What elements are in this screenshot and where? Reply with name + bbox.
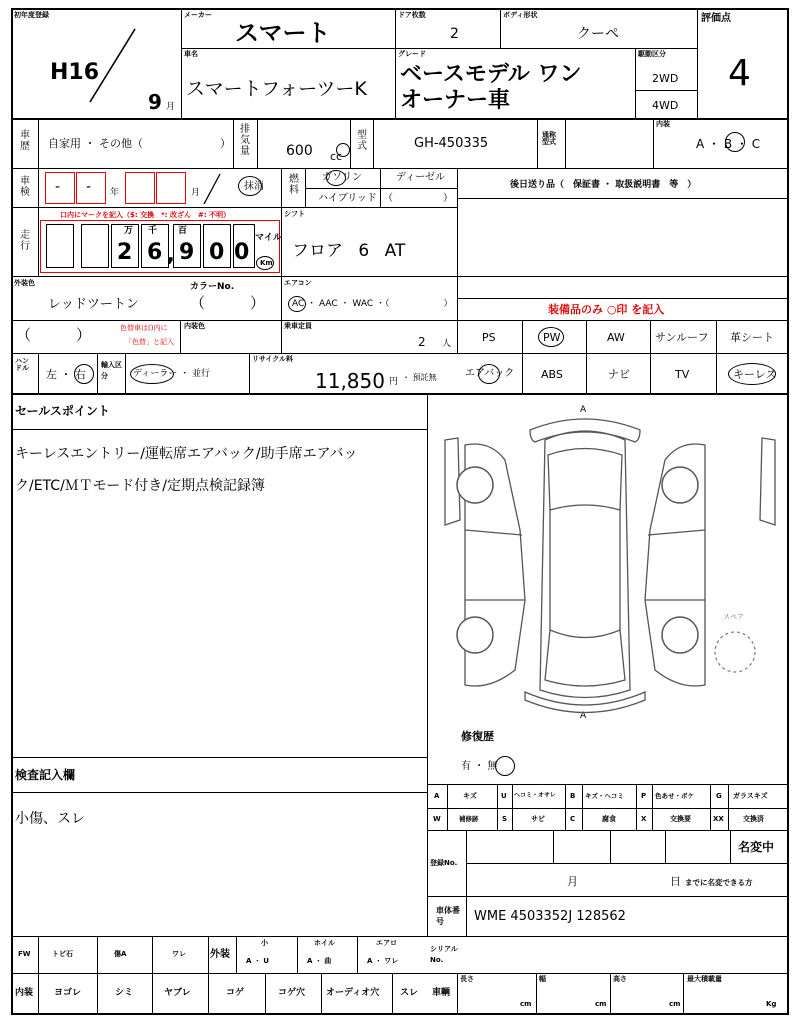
cc-circle-mark [336,143,350,157]
bottom-shimi: シミ [115,988,134,998]
odo-comma: , [167,242,175,266]
legend-label-g: ガラスキズ [733,792,768,800]
bottom-int-label: 内装 [15,988,34,998]
body-type: クーペ [577,26,619,42]
km-circle [256,256,274,270]
odo-digit-3: 9 [179,240,195,265]
insp-year-unit: 年 [110,188,120,198]
dims-length: 長さ [460,975,474,983]
name-change: 名変中 [738,840,775,854]
equip-leather: 革シート [730,331,774,344]
legend-label-p: 色あせ・ボケ [655,792,694,800]
unit-hyaku: 百 [178,226,188,236]
drive-2wd: 2WD [652,72,679,85]
reg-no-label: 登録No. [430,859,458,867]
legend-code-g: G [716,792,722,800]
diagram-spare: スペア [723,613,744,621]
usage-close: ） [220,137,231,150]
equip-keyless-circle [728,363,776,385]
history-label: 車歴 [20,130,30,152]
legend-code-x: X [641,815,647,823]
dims-width: 幅 [539,975,546,983]
slash-mark [85,26,145,106]
grade-score-label: 評価点 [701,13,731,24]
reg-day: 日 [670,875,681,888]
displacement-label: 排気量 [240,124,250,157]
unit-km: Km [260,259,273,267]
fuel-label: 燃料 [289,174,299,196]
ac-options: AC ・ AAC ・ WAC ・（ ） [292,299,453,309]
color-no-paren: （ ） [190,294,266,312]
fuel-hybrid: ハイブリッド [318,193,377,204]
interior-grades: A ・ B ・ C [696,137,761,151]
first-reg-month-unit: 月 [166,102,176,112]
equip-keyless: キーレス [733,368,777,381]
handle-circle [74,364,94,384]
int-color-label: 内装色 [184,322,205,330]
first-reg-year: H16 [50,60,100,85]
legend-code-b: B [570,792,576,800]
odo-digit-2: 6 [147,240,163,265]
equip-tv: TV [675,368,690,381]
first-reg-month: 9 [148,90,162,114]
inspection-label: 車検 [20,176,30,198]
legend-label-s: サビ [531,815,545,823]
bottom-audio-ana: オーディオ穴 [326,988,380,998]
capacity-unit: 人 [442,339,452,349]
maker-label: メーカー [184,11,212,19]
insp-dash-2: - [86,179,92,195]
odo-digit-box-0 [46,224,74,268]
unit-mile: マイル [255,233,282,243]
equip-aw: AW [607,331,625,344]
legend-label-b: キズ・ヘコミ [585,792,624,800]
equip-pw: PW [543,331,561,344]
grade-line2: オーナー車 [400,88,511,113]
repair-label: 修復歴 [461,730,494,743]
odo-digit-5: 0 [234,240,250,265]
legend-label-w: 補修跡 [459,815,479,823]
grade-score: 4 [728,53,751,94]
interior-b-circle [725,132,745,152]
legend-label-x: 交換要 [670,815,691,823]
drive-4wd: 4WD [652,99,679,112]
color-change-note1: 色替車は()内に [120,324,168,332]
mark-note: 口内にマークを記入（$: 交換 *: 改ざん #: 不明） [60,211,231,219]
body-label: ボディ形状 [503,11,538,19]
reg-month: 月 [567,875,578,888]
insp-month-unit: 月 [191,188,201,198]
legend-code-s: S [502,815,508,823]
bottom-wheel: ホイル [314,939,335,947]
bottom-yabure: ヤブレ [164,988,191,998]
legend-code-c: C [570,815,576,823]
unit-man: 万 [124,226,134,236]
doors: 2 [450,26,459,42]
model-name-label: 車名 [184,50,198,58]
drive-label: 駆動区分 [638,50,666,58]
insp-expired: 抹消 [244,181,264,192]
bottom-fw: FW [18,950,31,958]
ac-circle [288,296,306,312]
cc-unit: cc [330,150,343,163]
vin: WME 4503352J 128562 [474,909,626,924]
insp-expired-circle [238,176,262,196]
mileage-label: 走行 [20,230,30,252]
bottom-small-opts: A ・ U [246,957,269,965]
dims-max-load: 最大積載量 [687,975,722,983]
sales-point-line2: ク/ETC/ＭＴモード付き/定期点検記録簿 [15,478,265,494]
diagram-rear-a: A [580,711,587,721]
bottom-aero: エアロ [376,939,397,947]
bottom-ware: ワレ [172,950,186,958]
equip-pw-circle [538,327,564,347]
legend-label-u: ヘコミ・オサレ [514,792,556,799]
ext-color: レッドツートン [48,297,139,312]
equip-ps: PS [482,331,496,344]
handle-label: ハンドル [15,357,29,372]
capacity-label: 乗車定員 [284,322,312,330]
legend-code-u: U [501,792,507,800]
sales-point-line1: キーレスエントリー/運転席エアバック/助手席エアバッ [15,446,358,462]
legend-code-xx: XX [713,815,724,823]
grade-line1: ベースモデル ワン [400,62,582,87]
fuel-gasoline-circle [326,170,346,186]
dims-kg: Kg [766,1000,777,1008]
bottom-aero-opts: A ・ ワレ [367,957,399,965]
legend-label-a: キズ [463,792,477,800]
color-change-note2: 「色替」と記入 [125,338,174,346]
odo-digit-1: 2 [117,240,133,265]
recycle-deposit: ・ 預託無 [402,373,437,382]
unit-sen: 千 [148,226,158,236]
fuel-hybrid-paren: （ ） [383,193,453,204]
fuel-gasoline: ガソリン [322,172,362,183]
displacement: 600 [286,143,313,159]
bottom-tobiishi: トビ石 [52,950,73,958]
legend-label-xx: 交換済 [743,815,764,823]
bottom-koge-ana: コゲ穴 [278,988,306,998]
repair-options: 有 ・ 無 [461,761,498,772]
recycle-yen: 円 [389,377,399,387]
import: ディーラー ・ 並行 [133,369,211,379]
insp-dash-1: - [55,179,61,195]
first-reg-label: 初年度登録 [14,11,49,19]
capacity: 2 [418,335,426,349]
grade-label: グレード [398,50,426,58]
ext-color-label: 外装色 [14,279,35,287]
odo-digit-box-1 [81,224,109,268]
maker: スマート [235,19,331,47]
equip-sunroof: サンルーフ [655,331,709,344]
insp-box-4 [156,172,186,204]
bottom-ext-label: 外装 [210,949,230,960]
usage-text: 自家用 ・ その他（ [48,137,143,150]
repair-none-circle [495,756,515,776]
odo-digit-4: 0 [209,240,225,265]
dims-length-cm: cm [520,1000,532,1008]
equipment-title: 装備品のみ ○印 を記入 [548,303,665,316]
common-type-label: 通称型式 [542,131,556,146]
bottom-yogore: ヨゴレ [54,988,82,998]
import-label: 輸入区分 [101,361,122,380]
car-diagram [430,400,790,730]
bottom-sure: スレ [400,988,419,998]
shift-label: シフト [284,210,305,218]
type-code: GH-450335 [414,136,489,151]
interior-label: 内装 [656,120,670,128]
inspection-notes-text: 小傷、スレ [15,811,85,827]
dims-height: 高さ [613,975,627,983]
bottom-wheel-opts: A ・ 曲 [307,957,332,965]
inspection-notes-label: 検査記入欄 [15,768,76,782]
handle: 左 ・ 右 [46,368,86,381]
recycle-label: リサイクル料 [252,355,294,363]
serial-label: シリアルNo. [430,945,458,964]
insp-box-3 [125,172,155,204]
bottom-small: 小 [261,939,268,947]
recycle: 11,850 [315,369,385,393]
sales-point-label: セールスポイント [15,404,110,418]
type-label: 型式 [357,130,367,152]
docs-title: 後日送り品（ 保証書 ・ 取扱説明書 等 ） [510,180,697,190]
legend-label-c: 腐食 [602,815,616,823]
doors-label: ドア枚数 [398,11,426,19]
dims-width-cm: cm [595,1000,607,1008]
import-circle [130,364,174,384]
equip-airbag: エアバック [465,368,515,379]
shift: フロア 6 AT [292,241,406,261]
ac-label: エアコン [284,279,312,287]
fuel-diesel: ディーゼル [396,172,445,183]
reg-deadline-note: までに名変できる方 [685,878,753,887]
equip-navi: ナビ [608,368,630,381]
insp-slash [200,172,224,206]
dims-label: 車輌 [432,988,451,998]
dims-height-cm: cm [669,1000,681,1008]
equip-abs: ABS [541,368,563,381]
legend-code-p: P [641,792,647,800]
legend-code-a: A [434,792,440,800]
bottom-kizu-a: 傷A [114,950,127,958]
color-no-label: カラーNo. [190,282,235,292]
legend-code-w: W [433,815,441,823]
diagram-front-a: A [580,405,587,415]
vin-label: 車体番号 [436,906,460,926]
color-change-paren: （ ） [16,326,92,344]
bottom-koge: コゲ [226,988,245,998]
model-name: スマートフォーツーK [186,78,367,100]
equip-airbag-circle [478,364,500,384]
